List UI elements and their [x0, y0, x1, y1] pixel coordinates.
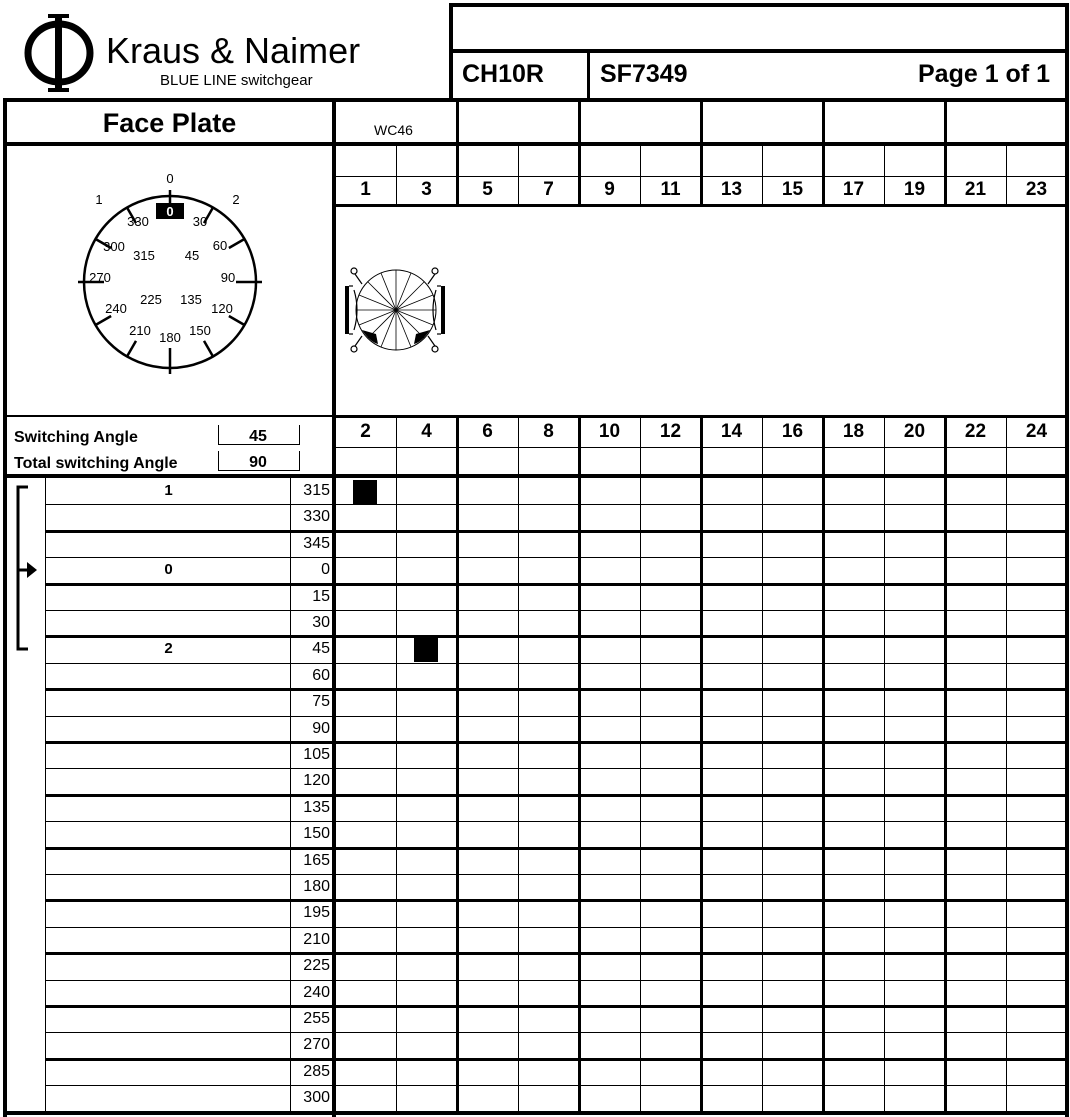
table-row-line [45, 794, 1066, 797]
table-row-line [45, 635, 1066, 638]
terminal-bottom-16: 16 [781, 421, 804, 442]
terminal-bottom-18: 18 [842, 421, 865, 442]
face-plate-title: Face Plate [102, 108, 237, 138]
terminal-bottom-4: 4 [421, 421, 432, 442]
grid-line [944, 101, 947, 145]
table-row-line [45, 952, 1066, 955]
position-angle: 180 [303, 878, 330, 895]
table-row-line [45, 927, 1066, 928]
dial-angle-label: 60 [212, 238, 228, 253]
dial-angle-label: 90 [220, 270, 236, 285]
terminal-bottom-10: 10 [598, 421, 621, 442]
grid-line [335, 204, 1066, 207]
table-row-line [45, 583, 1066, 586]
dial-angle-label: 135 [180, 292, 202, 307]
grid-line [335, 176, 1066, 177]
terminal-top-23: 23 [1025, 179, 1048, 200]
table-row-line [45, 688, 1066, 691]
contact-symbol [340, 262, 450, 358]
position-angle: 255 [303, 1010, 330, 1027]
position-angle: 150 [303, 825, 330, 842]
position-angle: 105 [303, 746, 330, 763]
total-angle-label: Total switching Angle [14, 455, 178, 472]
dial-position-label: 2 [232, 192, 240, 207]
table-row-line [45, 1058, 1066, 1061]
terminal-bottom-24: 24 [1025, 421, 1048, 442]
position-angle: 195 [303, 904, 330, 921]
position-angle: 270 [303, 1036, 330, 1053]
table-row-line [45, 821, 1066, 822]
position-angle: 315 [303, 482, 330, 499]
dial-angle-label: 45 [184, 248, 200, 263]
table-row-line [45, 610, 1066, 611]
table-row-line [45, 874, 1066, 875]
dial-selected-position: 0 [166, 204, 174, 219]
dial-angle-label: 330 [127, 214, 149, 229]
terminal-bottom-12: 12 [659, 421, 682, 442]
dial-angle-label: 300 [103, 239, 125, 254]
dial-angle-label: 180 [159, 330, 181, 345]
position-angle: 135 [303, 799, 330, 816]
terminal-top-11: 11 [660, 179, 681, 200]
model-number: CH10R [462, 60, 544, 88]
position-angle: 300 [303, 1089, 330, 1106]
position-angle: 330 [303, 508, 330, 525]
switching-angle-label: Switching Angle [14, 429, 138, 446]
grid-line [822, 101, 825, 145]
table-row-line [45, 768, 1066, 769]
terminal-top-9: 9 [604, 179, 615, 200]
grid-line [335, 447, 1066, 448]
position-angle: 345 [303, 535, 330, 552]
terminal-bottom-22: 22 [964, 421, 987, 442]
position-angle: 45 [312, 640, 330, 657]
dial-angle-label: 30 [192, 214, 208, 229]
table-row-line [45, 1032, 1066, 1033]
position-angle: 15 [312, 588, 330, 605]
terminal-bottom-6: 6 [482, 421, 493, 442]
closed-contact-mark-1 [414, 638, 438, 662]
table-row-line [45, 980, 1066, 981]
position-angle: 225 [303, 957, 330, 974]
home-position-arrow [17, 560, 39, 580]
table-row-line [45, 1005, 1066, 1008]
table-row-line [45, 504, 1066, 505]
table-row-line [45, 899, 1066, 902]
brand-name: Kraus & Naimer [106, 30, 361, 71]
dial-position-label: 1 [95, 192, 103, 207]
terminal-top-19: 19 [903, 179, 926, 200]
face-plate-dial [60, 160, 280, 380]
page-indicator: Page 1 of 1 [918, 60, 1050, 88]
switching-angle-value: 45 [249, 428, 267, 445]
terminal-top-5: 5 [482, 179, 493, 200]
terminal-top-7: 7 [543, 179, 554, 200]
total-angle-value: 90 [249, 454, 267, 471]
position-angle: 285 [303, 1063, 330, 1080]
terminal-top-1: 1 [360, 179, 371, 200]
table-row-line [45, 1085, 1066, 1086]
dial-angle-label: 270 [89, 270, 111, 285]
position-angle: 120 [303, 772, 330, 789]
contact-type-label: WC46 [374, 122, 413, 138]
dial-angle-label: 240 [105, 301, 127, 316]
position-angle: 240 [303, 984, 330, 1001]
terminal-top-17: 17 [842, 179, 865, 200]
terminal-top-15: 15 [781, 179, 804, 200]
position-angle: 30 [312, 614, 330, 631]
logo [22, 12, 102, 94]
dial-angle-label: 315 [133, 248, 155, 263]
position-angle: 60 [312, 667, 330, 684]
position-label: 2 [164, 640, 173, 657]
table-row-line [45, 741, 1066, 744]
grid-line [578, 101, 581, 145]
grid-line [456, 101, 459, 145]
position-label: 1 [164, 482, 173, 499]
terminal-bottom-2: 2 [360, 421, 371, 442]
grid-line [700, 101, 703, 145]
table-row-line [45, 663, 1066, 664]
closed-contact-mark-0 [353, 480, 377, 504]
dial-angle-label: 150 [189, 323, 211, 338]
terminal-bottom-20: 20 [903, 421, 926, 442]
terminal-top-21: 21 [964, 179, 987, 200]
position-label: 0 [164, 561, 173, 578]
dial-angle-label: 225 [140, 292, 162, 307]
brand-subtitle: BLUE LINE switchgear [160, 72, 313, 89]
terminal-bottom-14: 14 [720, 421, 743, 442]
position-angle: 0 [321, 561, 330, 578]
dial-angle-label: 210 [129, 323, 151, 338]
dial-position-label: 0 [166, 171, 174, 186]
position-angle: 210 [303, 931, 330, 948]
terminal-top-13: 13 [720, 179, 743, 200]
grid-line [335, 415, 1066, 418]
terminal-bottom-8: 8 [543, 421, 554, 442]
table-row-line [45, 716, 1066, 717]
drawing-number: SF7349 [600, 60, 688, 88]
terminal-top-3: 3 [421, 179, 432, 200]
position-angle: 90 [312, 720, 330, 737]
table-row-line [45, 530, 1066, 533]
table-row-line [45, 557, 1066, 558]
position-angle: 75 [312, 693, 330, 710]
table-row-line [45, 847, 1066, 850]
position-angle: 165 [303, 852, 330, 869]
dial-angle-label: 120 [211, 301, 233, 316]
